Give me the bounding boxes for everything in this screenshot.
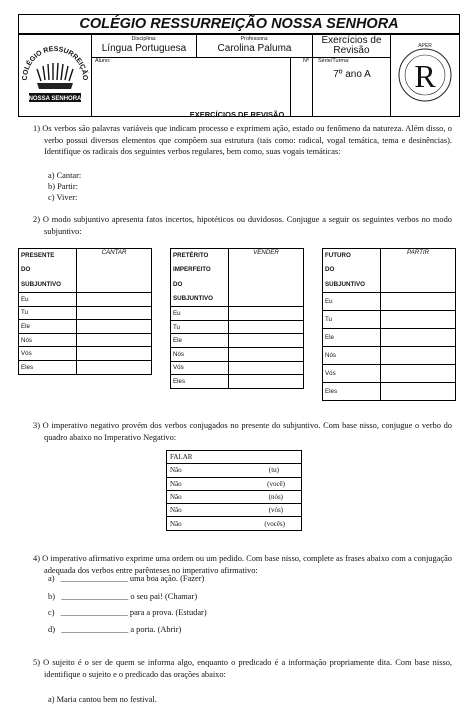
- answer-cell[interactable]: [229, 307, 304, 321]
- pronoun-cell[interactable]: (você): [209, 477, 302, 490]
- table-row: Vós: [19, 347, 77, 361]
- answer-cell[interactable]: [381, 293, 456, 311]
- table-row: Nós: [323, 347, 381, 365]
- answer-cell[interactable]: [77, 306, 152, 320]
- q4-item-d: d) ________________ a porta. (Abrir): [48, 625, 182, 634]
- table-1-verb: CANTAR: [77, 249, 152, 293]
- answer-cell[interactable]: [229, 334, 304, 348]
- discipline-label: Disciplina:: [131, 36, 157, 42]
- q1-item-a: a) Cantar:: [48, 171, 82, 180]
- answer-cell[interactable]: [381, 365, 456, 383]
- question-1-text: 1) Os verbos são palavras variáveis que indicam processo e exprimem ação, estado ou fenômeno da natureza. Além disso, o verbo possui diversos elementos que compõem sua estrutura (tais como: radical, vogal temática, tema e desinências). Identifique os radicais dos seguintes verbos regulares, bem como, suas vogais temáticas:: [33, 124, 452, 157]
- answer-cell[interactable]: [381, 311, 456, 329]
- blank[interactable]: ________________: [61, 592, 129, 601]
- page-title: EXERCÍCIOS DE REVISÃO: [189, 110, 285, 119]
- table-presente-subjuntivo: [18, 248, 152, 375]
- answer-cell[interactable]: [77, 333, 152, 347]
- table-row: Eles: [19, 360, 77, 374]
- school-name: COLÉGIO RESSURREIÇÃO NOSSA SENHORA: [18, 14, 460, 34]
- svg-text:COLÉGIO RESSURREIÇÃO: [22, 46, 90, 81]
- pronoun-cell[interactable]: (nós): [209, 490, 302, 503]
- table-row: Tu: [323, 311, 381, 329]
- table-preterito-imperfeito-subjuntivo: [170, 248, 304, 389]
- pronoun-cell[interactable]: (tu): [209, 464, 302, 477]
- table-verb: FALAR: [167, 451, 302, 464]
- answer-cell[interactable]: [229, 375, 304, 389]
- answer-cell[interactable]: [77, 320, 152, 334]
- answer-cell[interactable]: [381, 383, 456, 401]
- neg-cell: Não: [167, 490, 209, 503]
- answer-cell[interactable]: [229, 361, 304, 375]
- table-row: Vós: [323, 365, 381, 383]
- q4-item-b: b) ________________ o seu pai! (Chamar): [48, 592, 198, 601]
- question-5-text: 5) O sujeito é o ser de quem se informa algo, enquanto o predicado é a informação propriamente dita. Com base nisso, identifique o sujeito e o predicado das orações abaixo:: [33, 658, 452, 679]
- pronoun-cell[interactable]: (vós): [209, 504, 302, 517]
- neg-cell: Não: [167, 464, 209, 477]
- student-label: Aluno:: [95, 58, 111, 64]
- table-3-header: FUTURO DO SUBJUNTIVO: [323, 249, 381, 293]
- answer-cell[interactable]: [229, 320, 304, 334]
- table-row: Eles: [171, 375, 229, 389]
- pronoun-cell[interactable]: (vocês): [209, 517, 302, 530]
- teacher-label: Professora:: [240, 36, 269, 42]
- blank[interactable]: ________________: [60, 608, 128, 617]
- q1-item-b: b) Partir:: [48, 182, 79, 191]
- table-2-header: PRETÉRITO IMPERFEITO DO SUBJUNTIVO: [171, 249, 229, 307]
- grade-cell: [313, 57, 391, 116]
- q4-item-a: a) ________________ uma boa ação. (Fazer): [48, 574, 205, 583]
- neg-cell: Não: [167, 477, 209, 490]
- question-3-text: 3) O imperativo negativo provém dos verbos conjugados no presente do subjuntivo. Com base nisso, conjugue o verbo do quadro abaixo no Imperativo Negativo:: [33, 421, 452, 442]
- teacher-value: Carolina Paluma: [217, 43, 292, 54]
- table-row: Nós: [171, 347, 229, 361]
- school-logo-icon: [19, 35, 91, 114]
- table-2-verb: VENDER: [229, 249, 304, 307]
- header-box: [18, 34, 460, 117]
- q1-item-c: c) Viver:: [48, 193, 78, 202]
- question-4-text: 4) O imperativo afirmativo exprime uma ordem ou um pedido. Com base nisso, complete as frases abaixo com a conjugação adequada dos verbos entre parênteses no imperativo afirmativo:: [33, 554, 452, 575]
- table-1-header: PRESENTE DO SUBJUNTIVO: [19, 249, 77, 293]
- aper-letter: R: [414, 58, 436, 94]
- logo-text-top: COLÉGIO RESSURREIÇÃO: [21, 45, 89, 81]
- table-row: Nós: [19, 333, 77, 347]
- neg-cell: Não: [167, 517, 209, 530]
- answer-cell[interactable]: [77, 360, 152, 374]
- aper-text: APER: [418, 43, 432, 49]
- student-cell: [92, 57, 291, 116]
- table-row: Eu: [323, 293, 381, 311]
- table-row: Ele: [19, 320, 77, 334]
- doc-type-cell: [313, 35, 391, 57]
- grade-value: 7º ano A: [333, 69, 371, 80]
- school-logo: [19, 35, 92, 116]
- table-row: Eu: [19, 293, 77, 307]
- number-label: Nº: [303, 58, 309, 64]
- table-row: Ele: [171, 334, 229, 348]
- answer-cell[interactable]: [77, 293, 152, 307]
- discipline-value: Língua Portuguesa: [101, 43, 187, 54]
- table-3-verb: PARTIR: [381, 249, 456, 293]
- q5-item-a: a) Maria cantou bem no festival.: [48, 695, 157, 704]
- aper-logo: [391, 35, 459, 116]
- logo-text-bottom: NOSSA SENHORA: [28, 96, 82, 102]
- blank[interactable]: ________________: [61, 625, 129, 634]
- table-row: Tu: [171, 320, 229, 334]
- aper-logo-icon: [391, 35, 459, 116]
- grade-label: Série/Turma:: [318, 58, 350, 64]
- blank[interactable]: ________________: [60, 574, 128, 583]
- table-futuro-subjuntivo: [322, 248, 456, 401]
- number-cell: [291, 57, 313, 116]
- question-2-text: 2) O modo subjuntivo apresenta fatos incertos, hipotéticos ou duvidosos. Conjugue a seguir os seguintes verbos no modo subjuntivo:: [33, 215, 452, 236]
- table-imperativo-negativo: [166, 450, 302, 531]
- answer-cell[interactable]: [229, 347, 304, 361]
- table-row: Eles: [323, 383, 381, 401]
- discipline-cell: [92, 35, 197, 57]
- table-row: Vós: [171, 361, 229, 375]
- table-row: Tu: [19, 306, 77, 320]
- answer-cell[interactable]: [381, 347, 456, 365]
- table-row: Ele: [323, 329, 381, 347]
- answer-cell[interactable]: [381, 329, 456, 347]
- doc-type: Exercícios de Revisão: [321, 35, 382, 56]
- teacher-cell: [197, 35, 313, 57]
- table-row: Eu: [171, 307, 229, 321]
- answer-cell[interactable]: [77, 347, 152, 361]
- neg-cell: Não: [167, 504, 209, 517]
- q4-item-c: c) ________________ para a prova. (Estudar): [48, 608, 207, 617]
